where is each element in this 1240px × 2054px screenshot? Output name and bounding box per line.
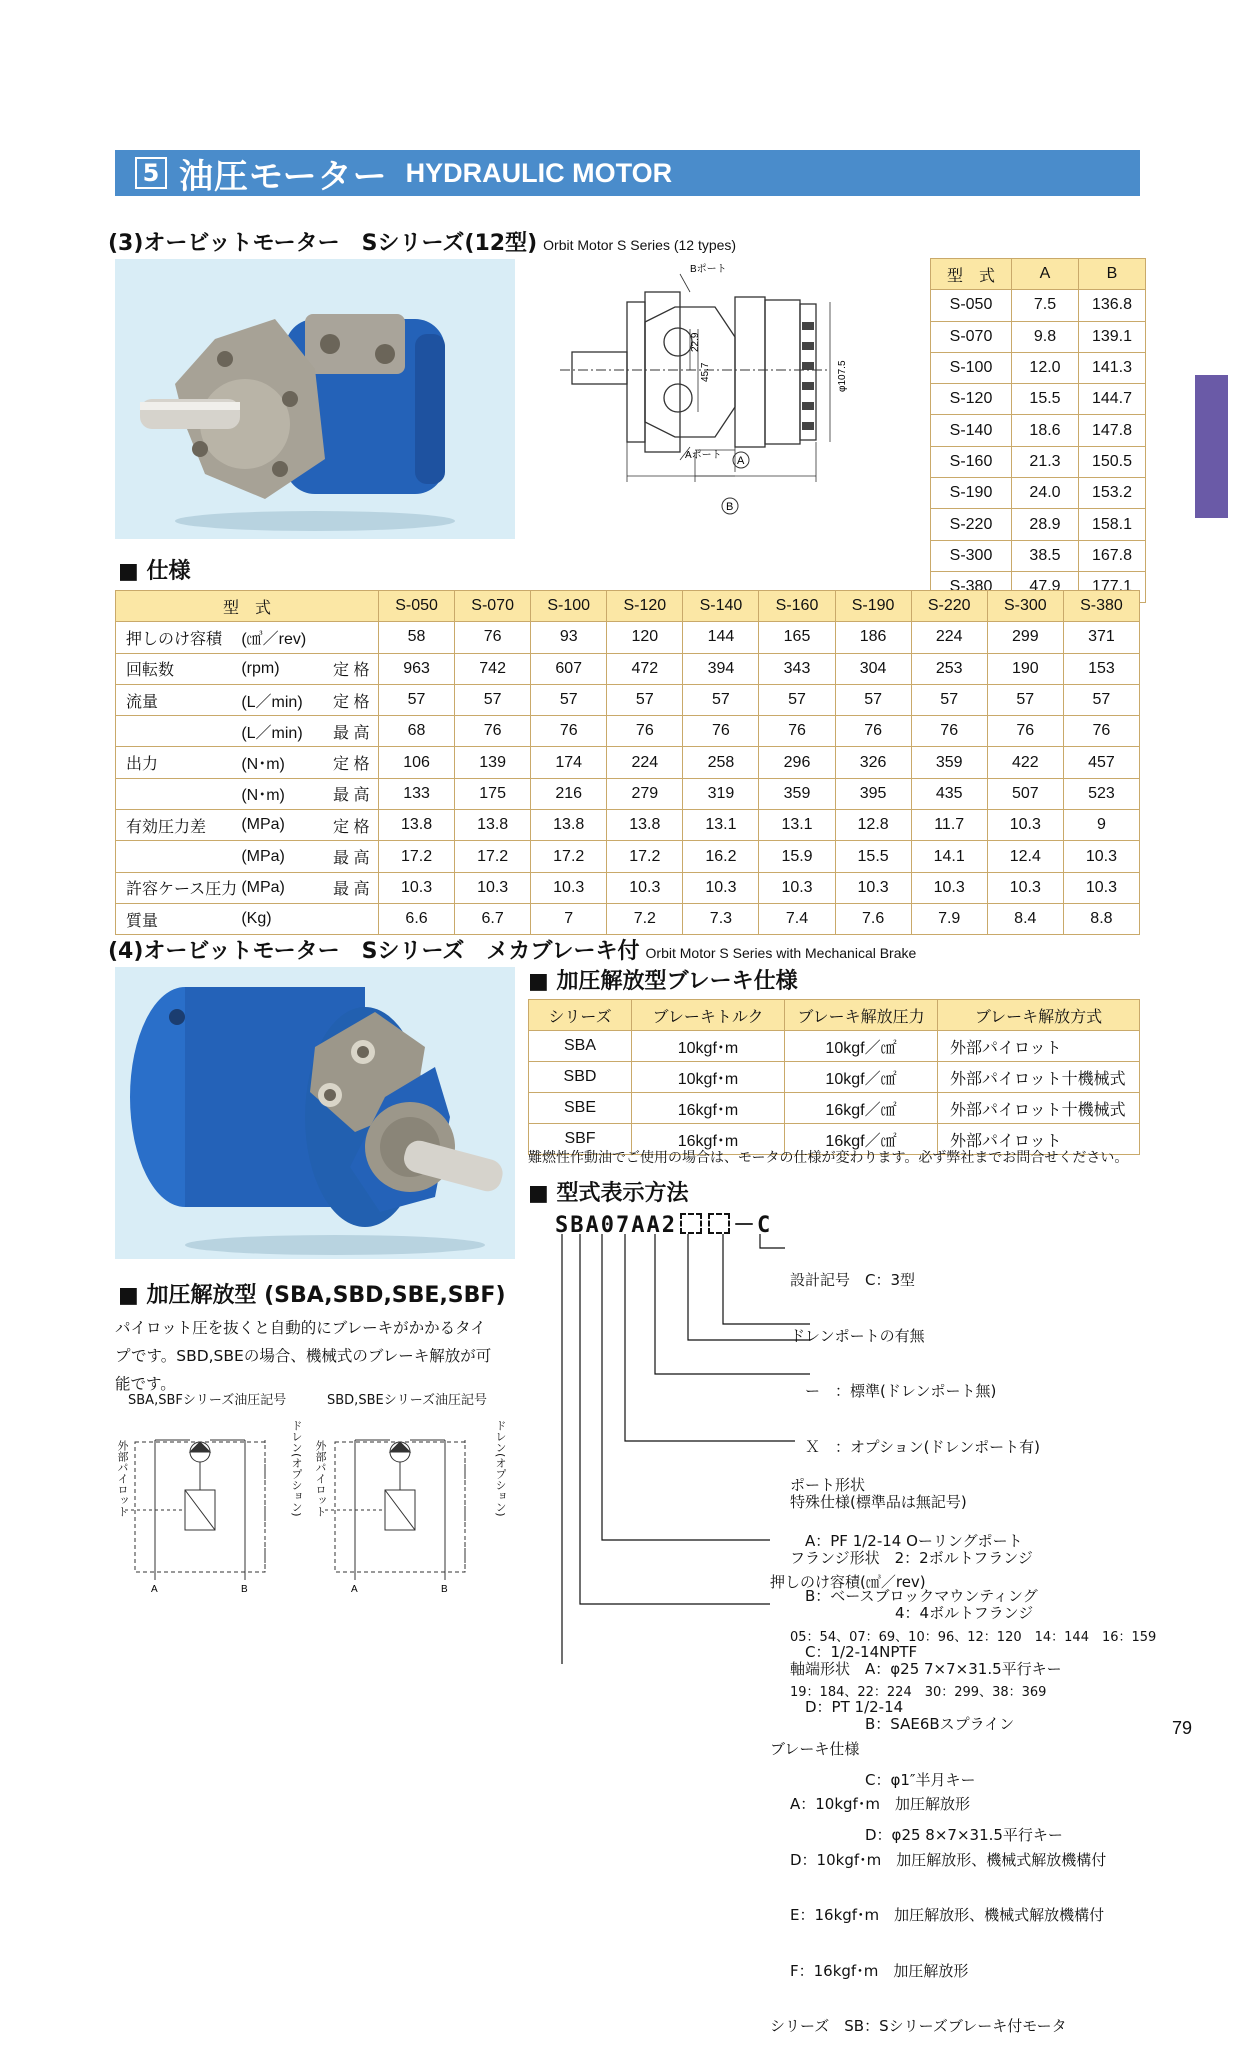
table-cell: 12.4 (987, 841, 1063, 872)
table-row (116, 872, 1140, 903)
table-row: S-300 38.5 167.8 (931, 540, 1146, 571)
table-cell: 76 (835, 716, 911, 747)
row-label: 出力 (116, 747, 241, 778)
table-cell: 10.3 (1063, 872, 1139, 903)
table-cell: 7.4 (759, 903, 835, 934)
banner-title-jp: 油圧モーター (179, 156, 388, 197)
table-cell: 10.3 (1063, 841, 1139, 872)
table-cell: 7 (531, 903, 607, 934)
table-row: S-100 12.0 141.3 (931, 352, 1146, 383)
table-cell: 174 (531, 747, 607, 778)
section-banner (115, 150, 1140, 196)
table-cell: 57 (987, 684, 1063, 715)
table-cell: 57 (1063, 684, 1139, 715)
table-cell: 326 (835, 747, 911, 778)
table-cell: 359 (759, 778, 835, 809)
section4-heading (108, 934, 916, 965)
table-cell: 253 (911, 653, 987, 684)
row-label: 流量 (116, 684, 241, 715)
drain-label-left: ドレン(オプション) (290, 1420, 303, 1517)
table-cell: 144 (683, 622, 759, 653)
table-cell: 9 (1063, 810, 1139, 841)
section-number: 5 (135, 157, 167, 189)
spec-model-header: 型 式 (116, 591, 379, 622)
section4-title: (4)オービットモーター Sシリーズ メカブレーキ付 (108, 939, 640, 964)
row-unit: (MPa) (240, 841, 324, 872)
row-kind: 定 格 (325, 684, 379, 715)
section3-subtitle: Orbit Motor S Series (12 types) (543, 237, 737, 253)
table-cell: 319 (683, 778, 759, 809)
table-cell: 13.1 (759, 810, 835, 841)
model-legend: 設計記号 C：3型 ドレンポートの有無 ー ：標準(ドレンポート無) Ｘ ：オプション(ドレンポート有) 特殊仕様(標準品は無記号) フランジ形状 2：2ボルトフランジ 4：4ボルトフランジ 軸端形状 A：φ25 7×7×31.5平行キー B：SAE6Bスプライン C：φ1″半月キー D：φ25 8×7×31.5平行キー (790, 1271, 1063, 1844)
row-unit: (L／min) (240, 716, 324, 747)
row-unit: (L／min) (240, 684, 324, 715)
table-cell: 8.4 (987, 903, 1063, 934)
dim-45-7: 45.7 (700, 362, 711, 382)
release-heading: ■ 加圧解放型 (SBA,SBD,SBE,SBF) (118, 1283, 506, 1308)
port-a-left: A (151, 1584, 158, 1595)
table-cell: 10.3 (683, 872, 759, 903)
table-row (116, 903, 1140, 934)
table-row: S-220 28.9 158.1 (931, 509, 1146, 540)
row-unit: (MPa) (240, 872, 324, 903)
model-legend-displacement: 押しのけ容積(㎤／rev) 05：54、07：69、10：96、12：120 14：144 16：159 19：184、22：224 30：299、38：369 ブレーキ仕様 A：10kgf･m 加圧解放形 D：10kgf･m 加圧解放形、機械式解放機構付 E：16kgf･m 加圧解放形、機械式解放機構付 F：16kgf･m 加圧解放形 シリーズ SB：Sシリーズブレーキ付モータ (770, 1573, 1157, 2035)
page-number: 79 (1172, 1718, 1193, 1738)
table-row: S-160 21.3 150.5 (931, 446, 1146, 477)
table-row: S-190 24.0 153.2 (931, 478, 1146, 509)
dim-22-9: 22.9 (690, 332, 701, 352)
section3-title: (3)オービットモーター Sシリーズ(12型) (108, 231, 538, 256)
table-cell: 57 (835, 684, 911, 715)
table-cell: 7.6 (835, 903, 911, 934)
table-cell: 6.6 (379, 903, 455, 934)
row-kind: 定 格 (325, 747, 379, 778)
table-cell: 120 (607, 622, 683, 653)
table-cell: 15.9 (759, 841, 835, 872)
table-cell: 57 (379, 684, 455, 715)
table-cell: 8.8 (1063, 903, 1139, 934)
brake-note: 難燃性作動油でご使用の場合は、モータの仕様が変わります。必ず弊社までお問合せください。 (528, 1150, 1129, 1166)
row-unit: (N･m) (240, 747, 324, 778)
table-row (116, 684, 1140, 715)
table-row (116, 622, 1140, 653)
table-cell: 57 (911, 684, 987, 715)
table-cell: 7.9 (911, 903, 987, 934)
table-cell: 10.3 (911, 872, 987, 903)
row-label: 押しのけ容積 (116, 622, 241, 653)
brake-table-header: シリーズ ブレーキトルク ブレーキ解放圧力 ブレーキ解放方式 (529, 1000, 1140, 1031)
dimension-table-header: 型 式 A B (931, 259, 1146, 290)
row-kind (325, 622, 379, 653)
pilot-label-right: 外部パイロット (314, 1440, 327, 1517)
row-label: 許容ケース圧力 (116, 872, 241, 903)
dimension-drawing (540, 262, 920, 527)
table-row (116, 716, 1140, 747)
table-row (116, 653, 1140, 684)
table-row: SBA 10kgf･m 10kgf／㎠ 外部パイロット (529, 1031, 1140, 1062)
table-cell: 6.7 (455, 903, 531, 934)
table-cell: 457 (1063, 747, 1139, 778)
table-row: S-070 9.8 139.1 (931, 321, 1146, 352)
table-row (116, 810, 1140, 841)
table-cell: 296 (759, 747, 835, 778)
table-cell: 422 (987, 747, 1063, 778)
table-cell: 10.3 (455, 872, 531, 903)
table-cell: 304 (835, 653, 911, 684)
table-cell: 76 (607, 716, 683, 747)
table-cell: 76 (759, 716, 835, 747)
table-cell: 57 (455, 684, 531, 715)
symbol-title-left: SBA,SBFシリーズ油圧記号 (128, 1393, 287, 1408)
drain-label-right: ドレン(オプション) (494, 1420, 507, 1517)
spec-heading: ■ 仕様 (118, 559, 191, 584)
table-row: S-120 15.5 144.7 (931, 384, 1146, 415)
table-cell: 17.2 (531, 841, 607, 872)
spec-table-header: 型 式 S-050 S-070 S-100 S-120 S-140 S-160 S-190 S-220 S-300 S-380 (116, 591, 1140, 622)
table-cell: 68 (379, 716, 455, 747)
row-kind: 最 高 (325, 872, 379, 903)
table-cell: 523 (1063, 778, 1139, 809)
row-unit: (MPa) (240, 810, 324, 841)
table-cell: 13.1 (683, 810, 759, 841)
port-b-label: Bポート (690, 264, 727, 275)
port-b-right: B (441, 1584, 448, 1595)
row-kind: 定 格 (325, 653, 379, 684)
table-cell: 10.3 (379, 872, 455, 903)
table-cell: 435 (911, 778, 987, 809)
table-cell: 76 (531, 716, 607, 747)
table-cell: 76 (683, 716, 759, 747)
table-cell: 742 (455, 653, 531, 684)
table-cell: 13.8 (379, 810, 455, 841)
table-cell: 10.3 (759, 872, 835, 903)
dim-diameter: φ107.5 (837, 360, 848, 392)
table-row: SBE 16kgf･m 16kgf／㎠ 外部パイロット十機械式 (529, 1093, 1140, 1124)
brake-heading: ■ 加圧解放型ブレーキ仕様 (528, 969, 798, 994)
row-unit: (N･m) (240, 778, 324, 809)
table-cell: 17.2 (607, 841, 683, 872)
table-cell: 76 (455, 716, 531, 747)
row-unit: (Kg) (240, 903, 324, 934)
mark-b: B (726, 501, 734, 513)
table-cell: 186 (835, 622, 911, 653)
brake-motor-photo (115, 967, 515, 1259)
row-label: 質量 (116, 903, 241, 934)
port-a-right: A (351, 1584, 358, 1595)
table-cell: 106 (379, 747, 455, 778)
section4-subtitle: Orbit Motor S Series with Mechanical Brake (645, 945, 917, 961)
brake-table (528, 999, 1140, 1155)
section3-heading (108, 226, 736, 257)
table-cell: 76 (911, 716, 987, 747)
table-cell: 343 (759, 653, 835, 684)
table-cell: 10.3 (531, 872, 607, 903)
release-description: パイロット圧を抜くと自動的にブレーキがかかるタイ プです。SBD,SBEの場合、機械式のブレーキ解放が可 能です。 (115, 1319, 492, 1393)
table-cell: 359 (911, 747, 987, 778)
table-cell: 394 (683, 653, 759, 684)
table-cell: 258 (683, 747, 759, 778)
table-cell: 17.2 (455, 841, 531, 872)
table-cell: 190 (987, 653, 1063, 684)
code-blank-2 (708, 1213, 730, 1234)
model-code-tail: －C (732, 1213, 773, 1238)
model-heading: ■ 型式表示方法 (528, 1181, 689, 1206)
row-kind: 最 高 (325, 841, 379, 872)
table-cell: 507 (987, 778, 1063, 809)
table-cell: 11.7 (911, 810, 987, 841)
dimension-table (930, 258, 1146, 603)
table-row: SBF 16kgf･m 16kgf／㎠ 外部パイロット (529, 1124, 1140, 1155)
table-cell: 16.2 (683, 841, 759, 872)
row-label (116, 841, 241, 872)
table-cell: 139 (455, 747, 531, 778)
table-cell: 224 (607, 747, 683, 778)
table-cell: 224 (911, 622, 987, 653)
code-blank-1 (680, 1213, 702, 1234)
table-cell: 10.3 (987, 810, 1063, 841)
row-kind: 最 高 (325, 778, 379, 809)
table-cell: 15.5 (835, 841, 911, 872)
pilot-label-left: 外部パイロット (116, 1440, 129, 1517)
table-cell: 14.1 (911, 841, 987, 872)
table-cell: 395 (835, 778, 911, 809)
table-cell: 76 (1063, 716, 1139, 747)
row-kind: 最 高 (325, 716, 379, 747)
table-cell: 299 (987, 622, 1063, 653)
table-cell: 963 (379, 653, 455, 684)
table-cell: 58 (379, 622, 455, 653)
table-row: S-380 47.9 177.1 (931, 571, 1146, 602)
table-cell: 57 (531, 684, 607, 715)
row-unit: (rpm) (240, 653, 324, 684)
symbol-title-right: SBD,SBEシリーズ油圧記号 (327, 1393, 488, 1408)
table-cell: 93 (531, 622, 607, 653)
table-cell: 607 (531, 653, 607, 684)
mark-a: A (737, 455, 745, 467)
table-cell: 153 (1063, 653, 1139, 684)
spec-table (115, 590, 1140, 935)
table-cell: 279 (607, 778, 683, 809)
table-cell: 57 (759, 684, 835, 715)
model-code-main: SBA07AA2 (555, 1213, 677, 1238)
table-cell: 13.8 (531, 810, 607, 841)
table-row (116, 747, 1140, 778)
port-a-label: Aポート (685, 450, 722, 461)
table-cell: 57 (607, 684, 683, 715)
table-cell: 10.3 (835, 872, 911, 903)
table-cell: 10.3 (987, 872, 1063, 903)
row-label: 回転数 (116, 653, 241, 684)
model-legend-port: ポート形状 A：PF 1/2-14 Oーリングポート B：ベースブロックマウンティング C：1/2-14NPTF D：PT 1/2-14 (790, 1476, 1038, 1716)
table-cell: 472 (607, 653, 683, 684)
table-cell: 7.3 (683, 903, 759, 934)
port-b-left: B (241, 1584, 248, 1595)
table-cell: 175 (455, 778, 531, 809)
table-cell: 13.8 (607, 810, 683, 841)
table-cell: 7.2 (607, 903, 683, 934)
banner-title-en: HYDRAULIC MOTOR (405, 157, 673, 188)
row-unit: (㎤／rev) (240, 622, 324, 653)
table-cell: 13.8 (455, 810, 531, 841)
table-cell: 10.3 (607, 872, 683, 903)
table-cell: 165 (759, 622, 835, 653)
table-cell: 133 (379, 778, 455, 809)
row-label: 有効圧力差 (116, 810, 241, 841)
table-row: S-050 7.5 136.8 (931, 290, 1146, 321)
table-cell: 76 (987, 716, 1063, 747)
table-cell: 17.2 (379, 841, 455, 872)
row-label (116, 778, 241, 809)
table-cell: 12.8 (835, 810, 911, 841)
row-kind (325, 903, 379, 934)
table-cell: 371 (1063, 622, 1139, 653)
motor-photo (115, 259, 515, 539)
table-row (116, 778, 1140, 809)
table-row: SBD 10kgf･m 10kgf／㎠ 外部パイロット十機械式 (529, 1062, 1140, 1093)
table-cell: 57 (683, 684, 759, 715)
table-cell: 216 (531, 778, 607, 809)
side-tab (1195, 375, 1228, 518)
table-row: S-140 18.6 147.8 (931, 415, 1146, 446)
table-row (116, 841, 1140, 872)
row-label (116, 716, 241, 747)
row-kind: 定 格 (325, 810, 379, 841)
table-cell: 76 (455, 622, 531, 653)
